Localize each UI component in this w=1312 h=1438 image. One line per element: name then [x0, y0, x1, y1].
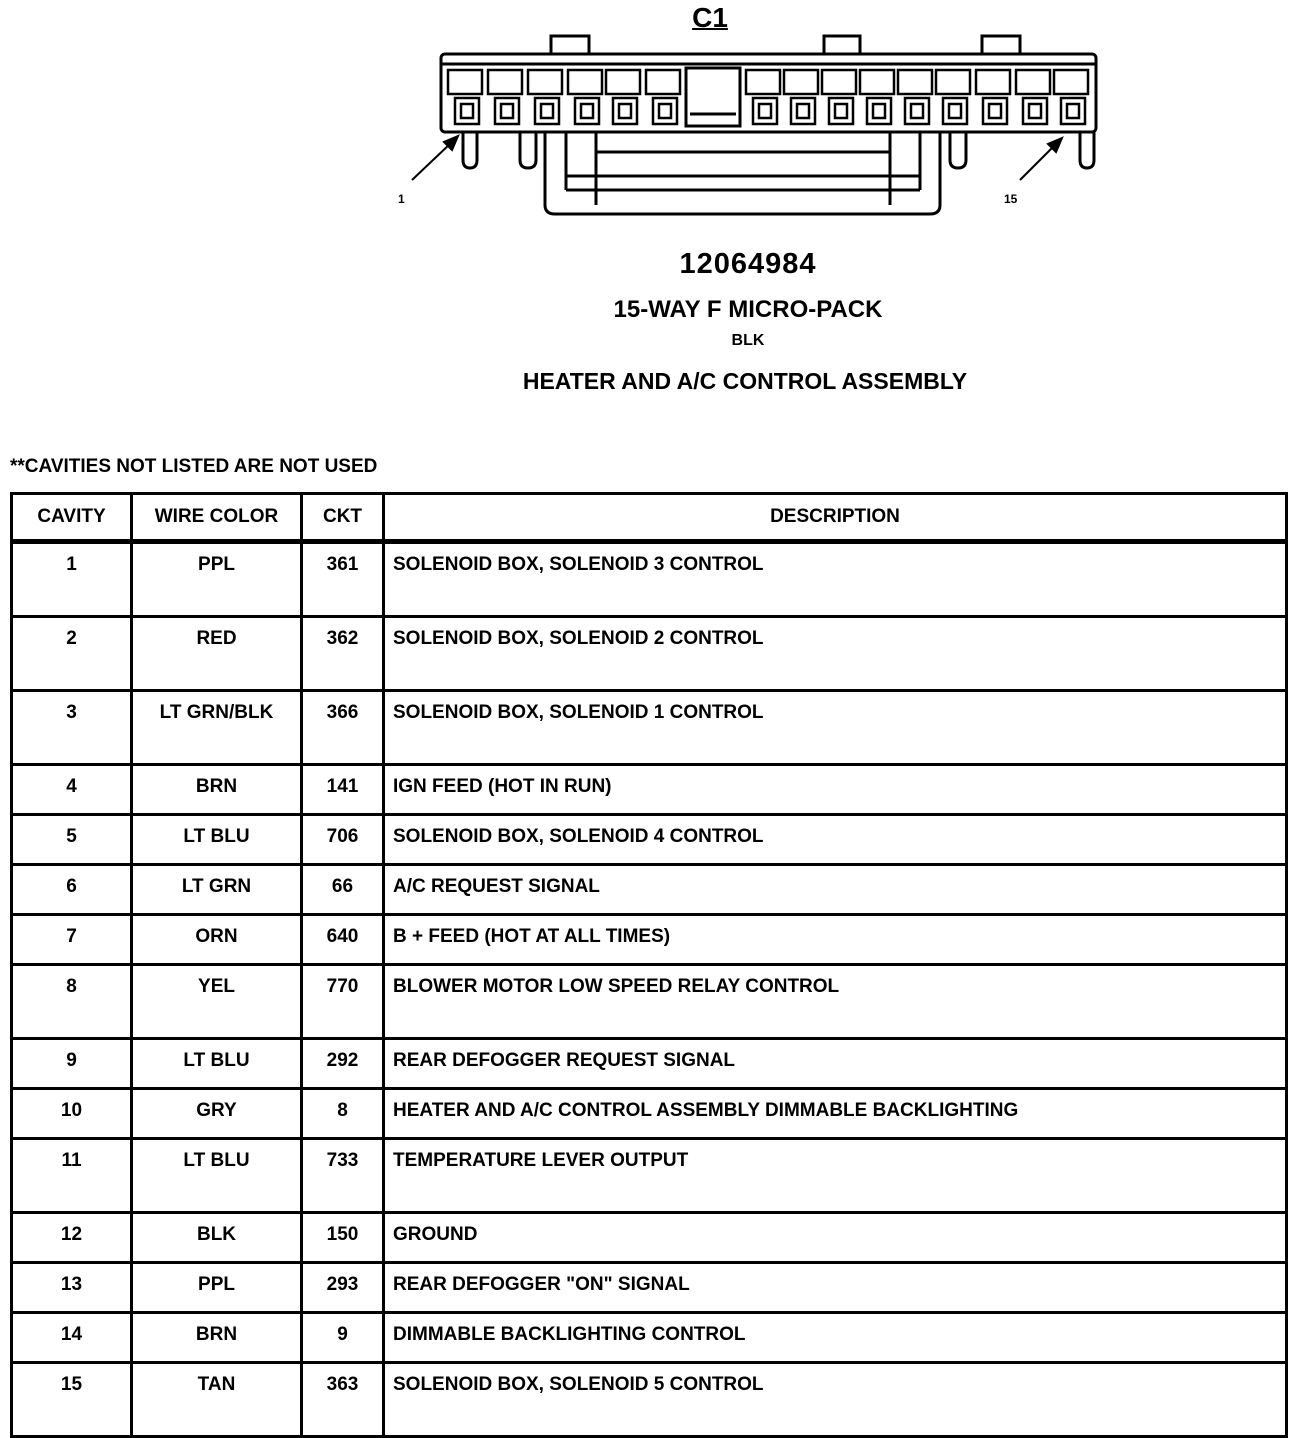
wire-color-cell: BLK — [132, 1213, 302, 1263]
description-cell: SOLENOID BOX, SOLENOID 5 CONTROL — [384, 1363, 1287, 1437]
description-cell: REAR DEFOGGER REQUEST SIGNAL — [384, 1039, 1287, 1089]
wire-color-cell: PPL — [132, 1263, 302, 1313]
wire-color-cell: LT BLU — [132, 1039, 302, 1089]
table-row — [12, 1263, 1287, 1313]
ckt-cell: 293 — [302, 1263, 384, 1313]
connector-color: BLK — [731, 332, 765, 349]
description-cell: REAR DEFOGGER "ON" SIGNAL — [384, 1263, 1287, 1313]
ckt-cell: 733 — [302, 1139, 384, 1213]
cavity-1-marker: 1 — [398, 192, 405, 206]
cavity-cell: 13 — [12, 1263, 132, 1313]
ckt-cell: 362 — [302, 617, 384, 691]
latch-center — [824, 36, 860, 54]
ckt-cell: 361 — [302, 542, 384, 617]
description-cell: TEMPERATURE LEVER OUTPUT — [384, 1139, 1287, 1213]
cavity-cell: 7 — [12, 915, 132, 965]
ckt-cell: 706 — [302, 815, 384, 865]
cavity-cell: 9 — [12, 1039, 132, 1089]
cavity-cell: 1 — [12, 542, 132, 617]
ckt-cell: 141 — [302, 765, 384, 815]
description-cell: IGN FEED (HOT IN RUN) — [384, 765, 1287, 815]
wire-color-cell: LT GRN — [132, 865, 302, 915]
assembly-name: HEATER AND A/C CONTROL ASSEMBLY — [522, 368, 968, 394]
connector-label: C1 — [692, 2, 728, 33]
table-header-row — [12, 494, 1287, 542]
ckt-cell: 292 — [302, 1039, 384, 1089]
ckt-cell: 9 — [302, 1313, 384, 1363]
table-row — [12, 542, 1287, 617]
description-cell: B + FEED (HOT AT ALL TIMES) — [384, 915, 1287, 965]
cavity-cell: 5 — [12, 815, 132, 865]
description-cell: SOLENOID BOX, SOLENOID 2 CONTROL — [384, 617, 1287, 691]
description-cell: SOLENOID BOX, SOLENOID 4 CONTROL — [384, 815, 1287, 865]
unused-cavities-note: **CAVITIES NOT LISTED ARE NOT USED — [10, 456, 378, 477]
wire-color-cell: GRY — [132, 1089, 302, 1139]
header-ckt: CKT — [302, 494, 384, 542]
cavity-cell: 4 — [12, 765, 132, 815]
cavity-row-right — [746, 70, 1088, 124]
cavity-row-left — [448, 70, 680, 124]
header-cavity: CAVITY — [12, 494, 132, 542]
part-number: 12064984 — [679, 248, 817, 280]
wire-color-cell: LT BLU — [132, 815, 302, 865]
cavity-cell: 6 — [12, 865, 132, 915]
wire-color-cell: ORN — [132, 915, 302, 965]
table-row — [12, 617, 1287, 691]
ckt-cell: 640 — [302, 915, 384, 965]
ckt-cell: 366 — [302, 691, 384, 765]
wire-color-cell: LT BLU — [132, 1139, 302, 1213]
table-row — [12, 1089, 1287, 1139]
header-description: DESCRIPTION — [384, 494, 1287, 542]
cavity-cell: 3 — [12, 691, 132, 765]
table-row — [12, 915, 1287, 965]
table-row — [12, 1363, 1287, 1437]
wire-color-cell: YEL — [132, 965, 302, 1039]
description-cell: SOLENOID BOX, SOLENOID 1 CONTROL — [384, 691, 1287, 765]
ckt-cell: 8 — [302, 1089, 384, 1139]
table-row — [12, 1313, 1287, 1363]
header-wire-color: WIRE COLOR — [132, 494, 302, 542]
latch-right — [982, 36, 1020, 54]
connector-type: 15-WAY F MICRO-PACK — [613, 296, 883, 323]
wire-color-cell: BRN — [132, 765, 302, 815]
description-cell: SOLENOID BOX, SOLENOID 3 CONTROL — [384, 542, 1287, 617]
connector-key — [686, 68, 740, 126]
ckt-cell: 770 — [302, 965, 384, 1039]
wire-color-cell: BRN — [132, 1313, 302, 1363]
ckt-cell: 66 — [302, 865, 384, 915]
cavity-cell: 2 — [12, 617, 132, 691]
cavity-cell: 11 — [12, 1139, 132, 1213]
table-row — [12, 965, 1287, 1039]
ckt-cell: 150 — [302, 1213, 384, 1263]
table-row — [12, 691, 1287, 765]
description-cell: DIMMABLE BACKLIGHTING CONTROL — [384, 1313, 1287, 1363]
cavity-cell: 14 — [12, 1313, 132, 1363]
cavity-cell: 8 — [12, 965, 132, 1039]
cavity-cell: 12 — [12, 1213, 132, 1263]
table-row — [12, 1213, 1287, 1263]
wire-color-cell: PPL — [132, 542, 302, 617]
description-cell: BLOWER MOTOR LOW SPEED RELAY CONTROL — [384, 965, 1287, 1039]
latch-left — [551, 36, 589, 54]
cavity-cell: 15 — [12, 1363, 132, 1437]
wire-color-cell: LT GRN/BLK — [132, 691, 302, 765]
cavity-cell: 10 — [12, 1089, 132, 1139]
table-row — [12, 765, 1287, 815]
description-cell: GROUND — [384, 1213, 1287, 1263]
cavity-15-marker: 15 — [1004, 192, 1018, 206]
ckt-cell: 363 — [302, 1363, 384, 1437]
wire-color-cell: RED — [132, 617, 302, 691]
table-row — [12, 865, 1287, 915]
table-row — [12, 1139, 1287, 1213]
description-cell: A/C REQUEST SIGNAL — [384, 865, 1287, 915]
pinout-table — [10, 492, 1288, 1438]
description-cell: HEATER AND A/C CONTROL ASSEMBLY DIMMABLE BACKLIGHTING — [384, 1089, 1287, 1139]
wire-color-cell: TAN — [132, 1363, 302, 1437]
table-row — [12, 1039, 1287, 1089]
table-row — [12, 815, 1287, 865]
